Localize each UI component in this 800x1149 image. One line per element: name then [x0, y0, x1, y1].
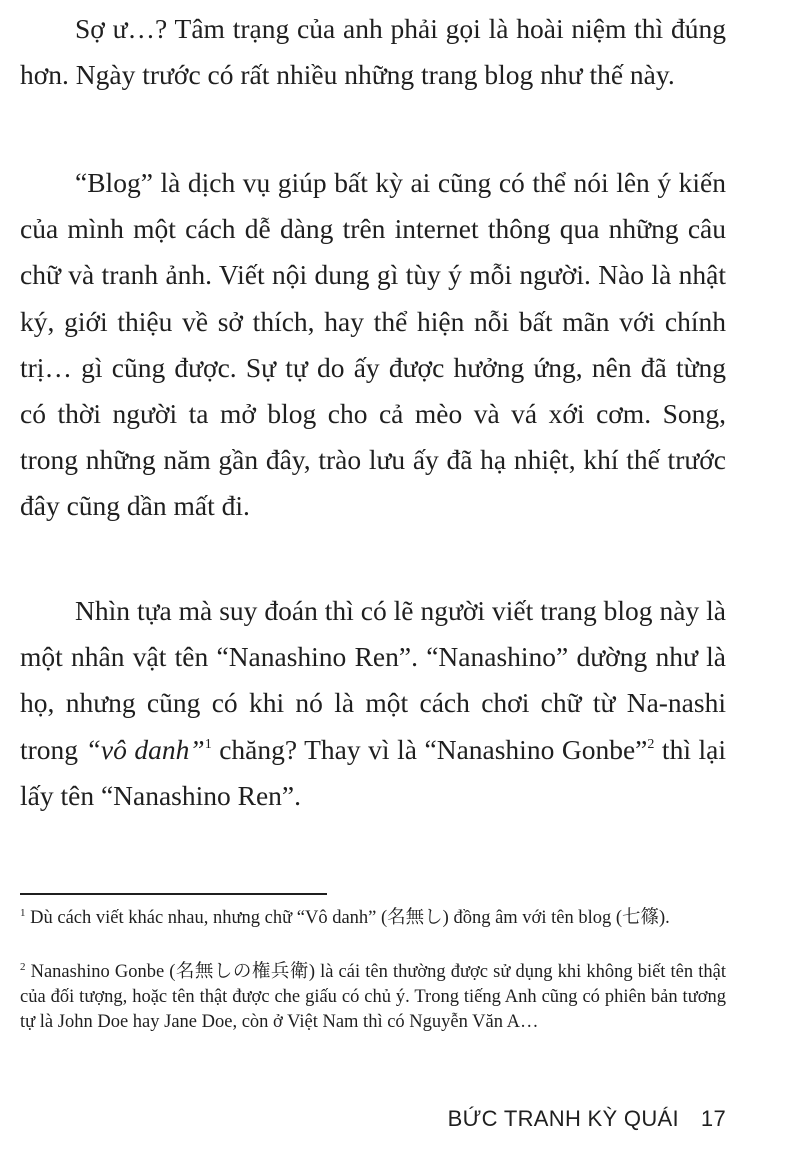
footnote-ref-2[interactable]: 2 [647, 736, 655, 752]
paragraph-3-part-a: Nhìn tựa mà suy đoán thì có lẽ người viết trang blog này là một nhân vật tên “Nanashino Ren”. “Nanashino” dường như là họ, nhưng cũng có khi nó là một cách chơi chữ từ Na-nashi trong [20, 595, 726, 765]
footnote-divider [20, 893, 327, 895]
footnote-1-mark: 1 [20, 907, 26, 919]
paragraph-1: Sợ ư…? Tâm trạng của anh phải gọi là hoài niệm thì đúng hơn. Ngày trước có rất nhiều những trang blog như thế này. [20, 13, 726, 91]
paragraph-2: “Blog” là dịch vụ giúp bất kỳ ai cũng có thể nói lên ý kiến của mình một cách dễ dàng trên internet thông qua những câu chữ và tranh ảnh. Viết nội dung gì tùy ý mỗi người. Nào là nhật ký, giới thiệu về sở thích, hay thể hiện nỗi bất mãn với chính trị… gì cũng được. Sự tự do ấy được hưởng ứng, nên đã từng có thời người ta mở blog cho cả mèo và vá xới cơm. Song, trong những năm gần đây, trào lưu ấy đã hạ nhiệt, khí thế trước đây cũng dần mất đi. [20, 167, 726, 522]
italic-term-vo-danh: “vô danh” [85, 733, 205, 765]
running-footer [448, 1106, 726, 1132]
footnote-ref-1[interactable]: 1 [204, 736, 212, 752]
book-title: BỨC TRANH KỲ QUÁI [447, 1106, 679, 1131]
footnote-2-mark: 2 [20, 961, 26, 973]
paragraph-3 [20, 588, 726, 819]
page-number: 17 [700, 1106, 726, 1131]
footnote-2 [20, 960, 726, 1035]
footnote-2-text: Nanashino Gonbe (名無しの権兵衛) là cái tên thường được sử dụng khi không biết tên thật của đối tượng, hoặc tên thật được che giấu có chủ ý. Trong tiếng Anh cũng có phiên bản tương tự là John Doe hay Jane Doe, còn ở Việt Nam thì có Nguyễn Văn A… [20, 962, 726, 1032]
footnote-1 [20, 906, 726, 931]
paragraph-3-part-b: chăng? Thay vì là “Nanashino Gonbe” [211, 733, 648, 765]
paragraph-3-part-c: thì lại lấy tên “Nanashino Ren”. [20, 733, 726, 811]
footnote-1-text: Dù cách viết khác nhau, nhưng chữ “Vô danh” (名無し) đồng âm với tên blog (七篠). [25, 908, 670, 928]
